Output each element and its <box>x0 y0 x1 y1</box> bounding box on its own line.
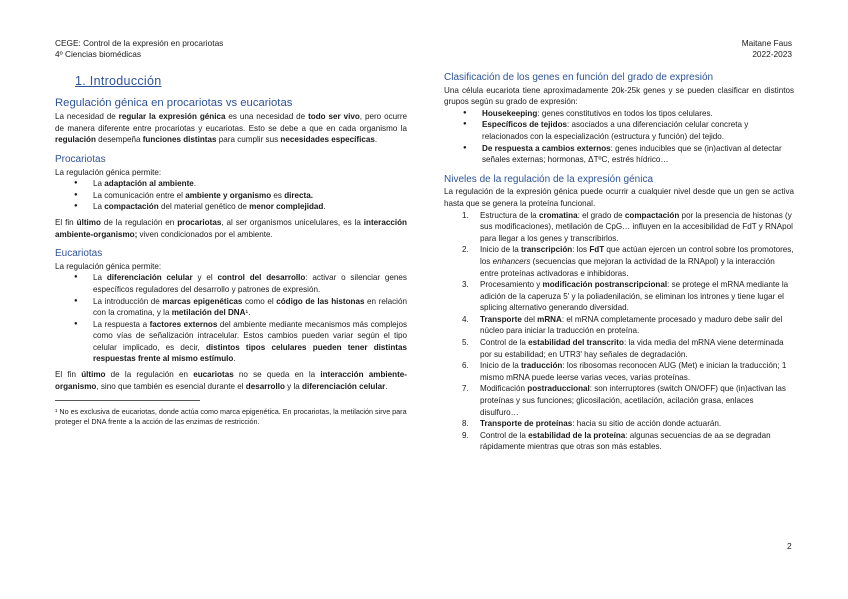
level-item: 6. Inicio de la traducción: los ribosomas reconocen AUG (Met) e inician la traducción; 1 mismo mRNA puede leerse varias veces, varias proteínas. <box>462 361 787 382</box>
list-item: ● La diferenciación celular y el control del desarrollo: activar o silenciar genes específicos reguladores del desarrollo y patrones de expresión. <box>55 272 407 295</box>
regulation-paragraph: La necesidad de regular la expresión génica es una necesidad de todo ser vivo, pero ocurre de manera diferente entre procariotas y eucariotas. Esto se debe a que en cada organismo la regulación desempeña funciones distintas para cumplir sus necesidades específicas. <box>55 112 408 145</box>
eukaryotes-list <box>55 272 407 365</box>
prokaryotes-paragraph: El fin último de la regulación en procariotas, al ser organismos unicelulares, es la interacción ambiente-organismo; viven condicionados por el ambiente. <box>55 217 407 239</box>
level-item: 4. Transporte del mRNA: el mRNA completamente procesado y maduro debe salir del núcleo para iniciar la traducción en proteína. <box>462 314 783 336</box>
level-number: 7. <box>462 384 469 394</box>
list-item: ● La respuesta a factores externos del ambiente mediante mecanismos más complejos como vías de señalización intracelular. Estos cambios pueden variar según el tipo celular implicado, es decir, distintos tipos celulares pueden tener distintas respuestas frente al mismo estímulo. <box>55 319 407 365</box>
left-column <box>55 72 407 427</box>
level-number: 9. <box>462 430 469 440</box>
level-item: 5. Control de la estabilidad del transcrito: la vida media del mRNA viene determinada por su estabilidad; en UTR3' hay señales de degradación. <box>462 338 784 359</box>
regulation-heading: Regulación génica en procariotas vs eucariotas <box>55 96 293 109</box>
level-number: 3. <box>462 280 469 290</box>
academic-year: 2022-2023 <box>752 49 792 59</box>
level-item: 3. Procesamiento y modificación postranscripcional: se protege el mRNA mediante la adición de la caperuza 5' y la poliadenilación, se eliminan los intrones y tiene lugar el splicing alternativo generando diversidad. <box>462 280 789 313</box>
header-left <box>55 38 223 60</box>
course-title: CEGE: Control de la expresión en procariotas <box>55 38 224 48</box>
degree-label: 4º Ciencias biomédicas <box>55 49 142 59</box>
list-item: ● Específicos de tejidos: asociados a una diferenciación celular concreta y relacionados con la especialización (estructura y función) del tejido. <box>444 119 794 142</box>
page-number: 2 <box>787 541 792 551</box>
list-item: ● La comunicación entre el ambiente y organismo es directa. <box>55 190 407 202</box>
author-name: Maitane Faus <box>741 38 792 48</box>
footnote-divider <box>55 400 200 401</box>
prokaryotes-intro: La regulación génica permite: <box>55 167 162 177</box>
level-number: 2. <box>462 245 469 255</box>
right-column <box>444 72 794 453</box>
header-right <box>742 38 792 60</box>
level-number: 8. <box>462 419 469 429</box>
levels-heading: Niveles de la regulación de la expresión génica <box>444 173 654 185</box>
level-item: 8. Transporte de proteínas: hacia su sitio de acción donde actuarán. <box>462 419 722 429</box>
level-number: 1. <box>462 210 469 220</box>
list-item: ● Housekeeping: genes constitutivos en todos los tipos celulares. <box>444 108 794 120</box>
classification-list <box>444 108 794 166</box>
level-number: 5. <box>462 338 469 348</box>
level-item: 2. Inicio de la transcripción: los FdT que actúan ejercen un control sobre los promotores, los enhancers (secuencias que mejoran la actividad de la RNApol) y la interacción entre proteínas activadoras e inhibidoras. <box>462 245 794 278</box>
level-item: 9. Control de la estabilidad de la proteína: algunas secuencias de aa se degradan rápidamente mientras que otras son más estables. <box>462 430 771 452</box>
classification-paragraph: Una célula eucariota tiene aproximadamente 20k-25k genes y se pueden clasificar en distintos grupos según su grado de expresión: <box>444 85 794 107</box>
levels-list <box>444 210 794 453</box>
level-item: 1. Estructura de la cromatina: el grado de compactación por la presencia de histonas (y sus modificaciones), metilación de CpG… influyen en la accesibilidad de FdT y RNApol para llegar a los genes y transcribirlos. <box>462 210 793 243</box>
list-item: ● La adaptación al ambiente. <box>55 178 407 190</box>
list-item: ● La compactación del material genético de menor complejidad. <box>55 201 407 213</box>
level-number: 4. <box>462 314 469 324</box>
prokaryotes-heading: Procariotas <box>55 153 106 165</box>
classification-heading: Clasificación de los genes en función del grado de expresión <box>444 72 714 83</box>
footnote: ¹ No es exclusiva de eucariotas, donde actúa como marca epigenética. En procariotas, la metilación sirve para proteger el DNA frente a la acción de las enzimas de restricción. <box>55 407 407 427</box>
prokaryotes-list <box>55 178 407 213</box>
level-item: 7. Modificación postraduccional: son interruptores (switch ON/OFF) que (in)activan las proteínas y sus funciones; glicosilación, acetilación, acilación grasa, enlaces disulfuro… <box>462 384 786 417</box>
eukaryotes-intro: La regulación génica permite: <box>55 261 162 271</box>
list-item: ● De respuesta a cambios externos: genes inducibles que se (in)activan al detectar señales externas; hormonas, ΔTºC, estrés hídrico… <box>444 143 794 166</box>
section-title: 1. Introducción <box>75 74 162 88</box>
list-item: ● La introducción de marcas epigenéticas como el código de las histonas en relación con la cromatina, y la metilación del DNA¹. <box>55 296 407 319</box>
eukaryotes-heading: Eucariotas <box>55 248 103 260</box>
levels-paragraph: La regulación de la expresión génica puede ocurrir a cualquier nivel desde que un gen se activa hasta que se genera la proteína funcional. <box>444 187 794 208</box>
eukaryotes-paragraph: El fin último de la regulación en eucariotas no se queda en la interacción ambiente-organismo, sino que también es esencial durante el desarrollo y la diferenciación celular. <box>55 370 407 391</box>
level-number: 6. <box>462 361 469 371</box>
